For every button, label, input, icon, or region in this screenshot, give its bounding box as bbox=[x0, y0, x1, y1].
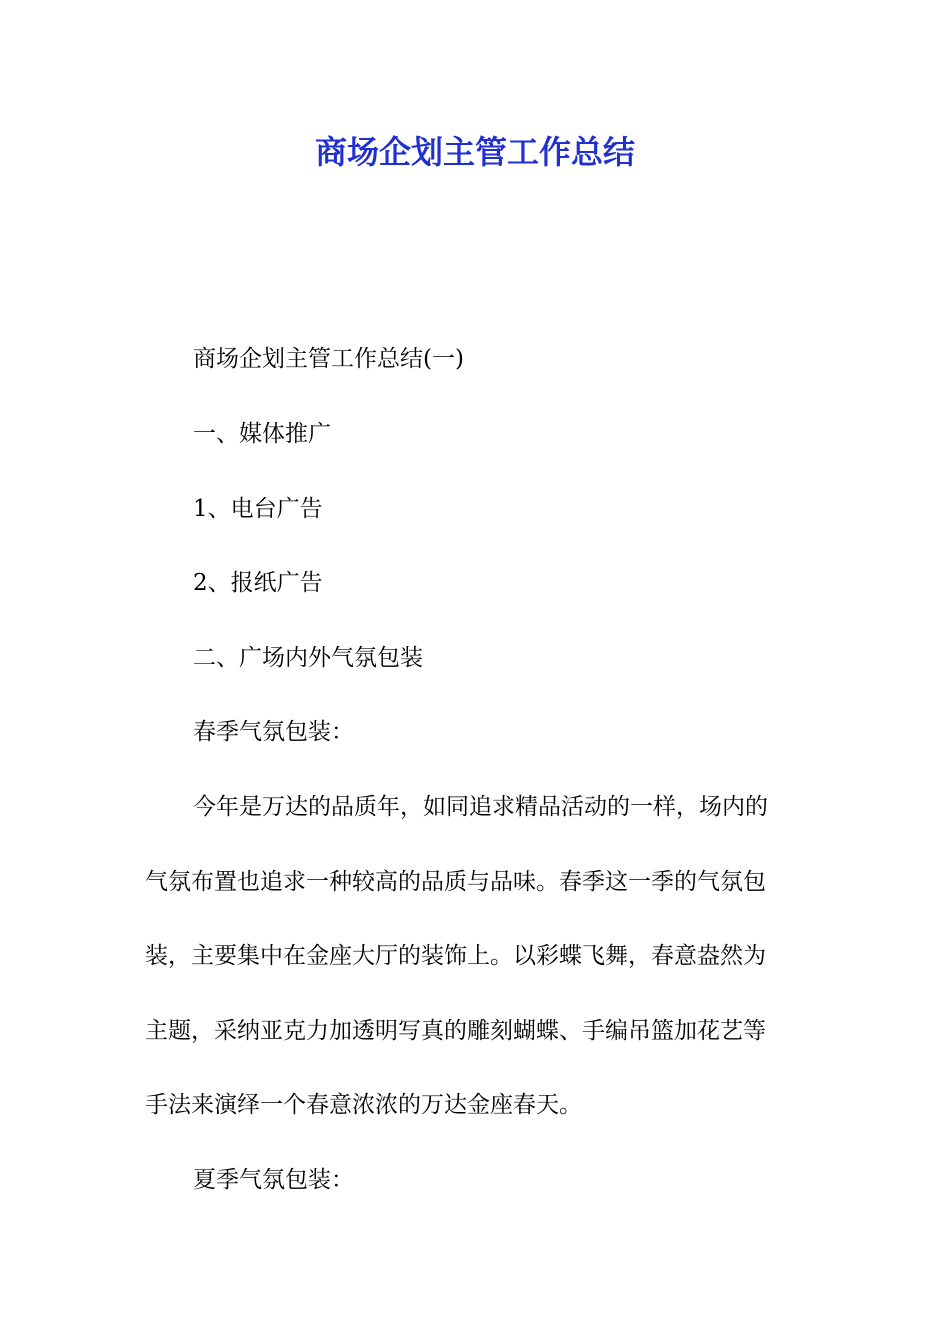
paragraph-line: 气氛布置也追求一种较高的品质与品味。春季这一季的气氛包 bbox=[145, 869, 766, 895]
paragraph-line: 今年是万达的品质年，如同追求精品活动的一样，场内的 bbox=[193, 794, 768, 820]
list-item: 1、电台广告 bbox=[193, 496, 323, 522]
section-heading: 一、媒体推广 bbox=[193, 421, 331, 447]
list-item: 2、报纸广告 bbox=[193, 570, 323, 596]
document-title: 商场企划主管工作总结 bbox=[314, 133, 635, 171]
subsection-heading: 春季气氛包装： bbox=[193, 719, 354, 745]
section-heading: 二、广场内外气氛包装 bbox=[193, 645, 423, 671]
subsection-heading: 夏季气氛包装： bbox=[193, 1167, 354, 1193]
paragraph-line: 手法来演绎一个春意浓浓的万达金座春天。 bbox=[145, 1092, 582, 1118]
paragraph-line: 主题，采纳亚克力加透明写真的雕刻蝴蝶、手编吊篮加花艺等 bbox=[145, 1018, 766, 1044]
paragraph-line: 装，主要集中在金座大厅的装饰上。以彩蝶飞舞，春意盎然为 bbox=[145, 943, 766, 969]
section-heading: 商场企划主管工作总结(一) bbox=[193, 346, 464, 372]
